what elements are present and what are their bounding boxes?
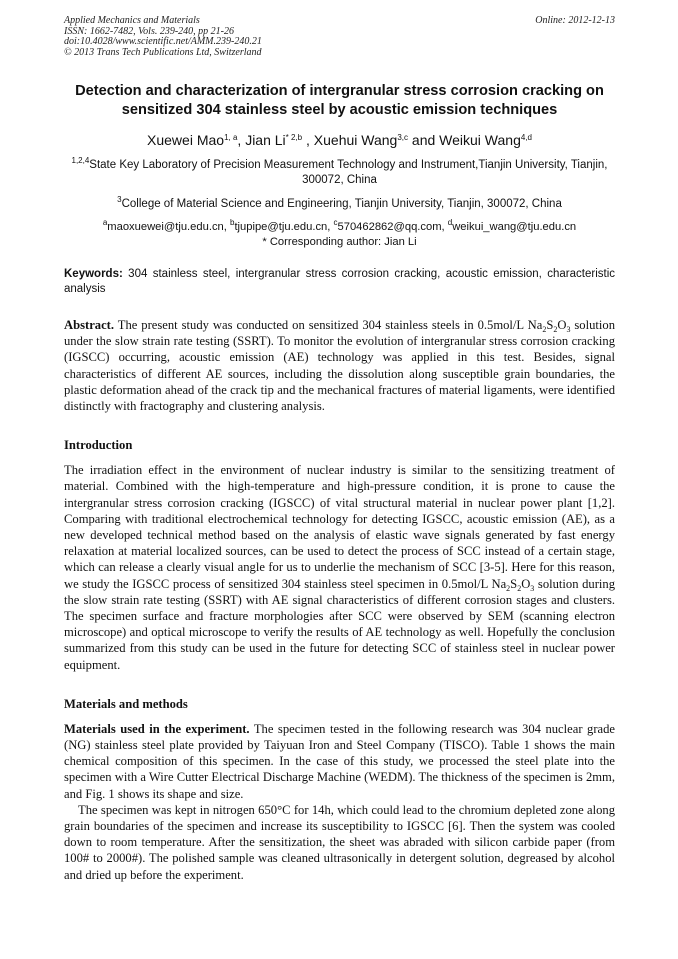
affiliation-1 — [64, 158, 615, 188]
paper-page — [64, 16, 615, 883]
email-superscript: a — [102, 218, 108, 227]
copyright-line: © 2013 Trans Tech Publications Ltd, Switzerland — [64, 46, 262, 58]
author-name: Xuehui Wang — [313, 132, 398, 148]
author-separator: , — [237, 132, 246, 148]
abstract-text: O — [557, 318, 567, 332]
issn-line: ISSN: 1662-7482, Vols. 239-240, pp 21-26 — [64, 25, 234, 37]
paper-title: Detection and characterization of intergranular stress corrosion cracking on sensitized 304 stainless steel by acoustic emission techniques — [75, 83, 604, 118]
section-heading-introduction: Introduction — [64, 438, 133, 453]
author-separator: and — [408, 132, 440, 148]
materials-paragraph-2: The specimen was kept in nitrogen 650°C for 14h, which could lead to the chromium depleted zone along grain boundaries of the specimen and increase its susceptibility to IGSCC [6]. Then the system was cooled down to room temperature. After the sensitization, the sheet was abraded with silicon carbide paper (from 100# to 2000#). The polished sample was cleaned ultrasonically in detergent solution, degreased by alcohol and dried up before the experiment. — [64, 802, 615, 882]
author-name: Xuewei Mao — [147, 132, 225, 148]
author-name: Weikui Wang — [439, 132, 521, 148]
subscript: 3 — [530, 583, 535, 593]
abstract-paragraph — [64, 317, 615, 414]
email-link[interactable]: maoxuewei@tju.edu.cn, — [107, 221, 230, 233]
doi-line: doi:10.4028/www.scientific.net/AMM.239-240.21 — [64, 36, 262, 47]
email-line — [64, 220, 615, 235]
author-name: Jian Li — [245, 132, 286, 148]
abstract-label: Abstract. — [64, 318, 115, 332]
abstract-text: The present study was conducted on sensitized 304 stainless steels in 0.5mol/L Na — [114, 318, 543, 332]
abstract-text: solution under the slow strain rate testing (SSRT). To monitor the evolution of intergranular stress corrosion cracking (IGSCC) occurring, acoustic emission (AE) technology was applied in this test. Besides, signal characteristics of different AE sources, including the dissolution along susceptible grain boundaries, the plastic deformation ahead of the crack tip and the mechanical fractures of material ligaments, were identified distinctly with fractography and clustering analysis. — [64, 318, 615, 414]
author-superscript: 1, a — [224, 133, 238, 142]
subscript: 2 — [506, 583, 511, 593]
online-date: Online: 2012-12-13 — [535, 15, 615, 26]
body-text: solution during the slow strain rate testing (SSRT) with AE signal characteristics of different corrosion stages and clusters. The specimen surface and fracture morphologies after SCC were observed by SEM (scanning electron microscope) and optical microscope to verify the results of AE technology as well. Hopefully the conclusion summarized from this study can be used in the future for detecting SCC of stainless steel in nuclear power equipment. — [64, 576, 616, 672]
abstract-text: S — [546, 318, 554, 332]
materials-paragraph-1 — [64, 721, 615, 802]
affiliation-superscript: 1,2,4 — [71, 156, 90, 165]
affiliation-text: College of Material Science and Engineering, Tianjin University, Tianjin, 300072, China — [121, 198, 562, 210]
keywords-paragraph — [64, 267, 615, 296]
affiliation-2 — [64, 197, 615, 212]
section-heading-materials: Materials and methods — [64, 696, 188, 711]
affiliation-superscript: 3 — [117, 195, 122, 204]
author-superscript: * 2,b — [285, 133, 303, 142]
email-superscript: b — [229, 218, 235, 227]
body-text: The specimen tested in the following research was 304 nuclear grade (NG) stainless steel plate provided by Taiyuan Iron and Steel Company (TISCO). Table 1 shows the main chemical composition of this specimen. In the case of this study, we processed the steel plate into the specimen with a Wire Cutter Electrical Discharge Machine (WEDM). The thickness of the specimen is 2mm, and Fig. 1 shows its shape and size. — [64, 721, 615, 801]
body-text: The irradiation effect in the environment of nuclear industry is similar to the sensitizing treatment of material. Combined with the high-temperature and high-pressure condition, it is prone to cause the intergranular stress corrosion cracking (IGSCC) of vital structural material in nuclear power plant [1,2]. Comparing with traditional electrochemical technology for detecting IGSCC, acoustic emission (AE), as a new developed technical method based on the analysis of elastic wave signals generated by fast energy relaxation at material localized sources, can be used to detect the process of SCC instead of a certain stage, which can release a clearly visual angle for us to underlie the mechanism of SCC [3-5]. Here for this reason, we study the IGSCC process of sensitized 304 stainless steel specimen in 0.5mol/L Na — [64, 463, 615, 591]
paragraph-lead: Materials used in the experiment. — [64, 721, 250, 736]
author-list — [64, 131, 615, 149]
journal-name: Applied Mechanics and Materials — [64, 15, 200, 26]
journal-header — [64, 16, 615, 58]
email-link[interactable]: weikui_wang@tju.edu.cn — [452, 221, 577, 233]
email-superscript: c — [333, 218, 338, 227]
email-superscript: d — [447, 218, 453, 227]
body-text: S — [510, 576, 518, 591]
subscript: 2 — [542, 325, 547, 334]
introduction-paragraph — [64, 462, 615, 673]
affiliation-text: State Key Laboratory of Precision Measurement Technology and Instrument,Tianjin University, Tianjin, 300072, China — [89, 159, 608, 186]
author-superscript: 3,c — [397, 133, 409, 142]
author-superscript: 4,d — [520, 133, 532, 142]
email-list — [64, 220, 615, 249]
subscript: 3 — [566, 325, 571, 334]
keywords-text: 304 stainless steel, intergranular stress corrosion cracking, acoustic emission, characteristic analysis — [64, 268, 615, 295]
author-separator: , — [302, 132, 314, 148]
keywords-label: Keywords: — [64, 268, 123, 280]
email-link[interactable]: tjupipe@tju.edu.cn, — [234, 221, 334, 233]
corresponding-author: * Corresponding author: Jian Li — [262, 235, 417, 248]
body-text: O — [521, 576, 531, 591]
subscript: 2 — [517, 583, 522, 593]
subscript: 2 — [553, 325, 558, 334]
email-link[interactable]: 570462862@qq.com, — [337, 221, 448, 233]
